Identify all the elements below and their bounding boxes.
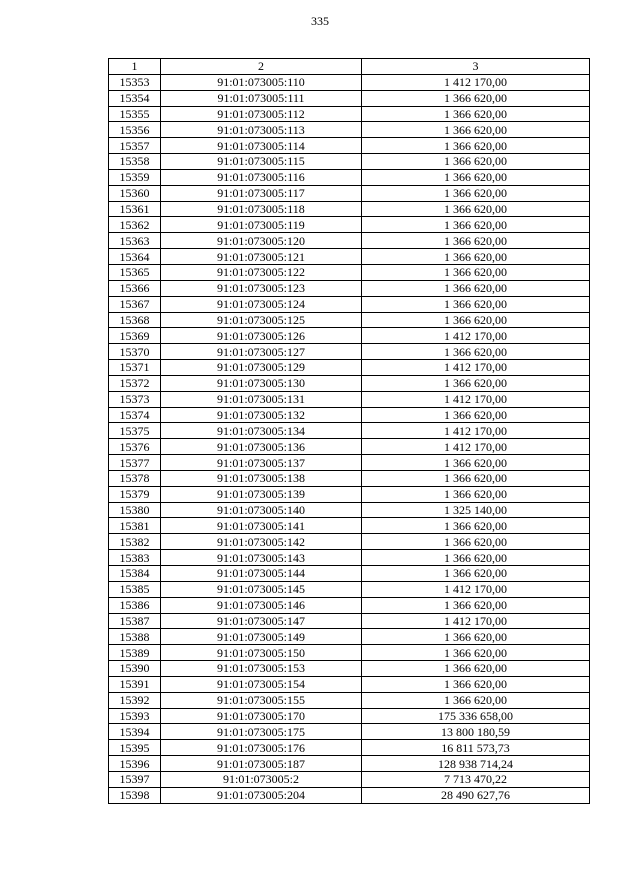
value-cell: 1 366 620,00	[362, 518, 590, 534]
cadastral-number-cell: 91:01:073005:150	[161, 645, 362, 661]
cadastral-number-cell: 91:01:073005:142	[161, 534, 362, 550]
row-number-cell: 15365	[109, 264, 161, 280]
row-number-cell: 15380	[109, 502, 161, 518]
value-cell: 1 366 620,00	[362, 566, 590, 582]
value-cell: 1 412 170,00	[362, 423, 590, 439]
row-number-cell: 15377	[109, 455, 161, 471]
cadastral-number-cell: 91:01:073005:126	[161, 328, 362, 344]
cadastral-number-cell: 91:01:073005:143	[161, 550, 362, 566]
table-row	[109, 249, 590, 265]
table-row	[109, 233, 590, 249]
value-cell: 16 811 573,73	[362, 740, 590, 756]
table-row	[109, 566, 590, 582]
cadastral-number-cell: 91:01:073005:187	[161, 756, 362, 772]
table-row	[109, 122, 590, 138]
row-number-cell: 15357	[109, 138, 161, 154]
row-number-cell: 15382	[109, 534, 161, 550]
row-number-cell: 15371	[109, 360, 161, 376]
cadastral-number-cell: 91:01:073005:138	[161, 470, 362, 486]
table-row	[109, 470, 590, 486]
table-row	[109, 502, 590, 518]
table-row	[109, 217, 590, 233]
row-number-cell: 15395	[109, 740, 161, 756]
table-row	[109, 550, 590, 566]
row-number-cell: 15378	[109, 470, 161, 486]
row-number-cell: 15394	[109, 724, 161, 740]
row-number-cell: 15363	[109, 233, 161, 249]
cadastral-number-cell: 91:01:073005:130	[161, 375, 362, 391]
value-cell: 1 366 620,00	[362, 185, 590, 201]
row-number-cell: 15359	[109, 169, 161, 185]
value-cell: 1 366 620,00	[362, 249, 590, 265]
table-row	[109, 138, 590, 154]
table-row	[109, 185, 590, 201]
row-number-cell: 15354	[109, 90, 161, 106]
cadastral-number-cell: 91:01:073005:129	[161, 360, 362, 376]
value-cell: 1 366 620,00	[362, 169, 590, 185]
cadastral-number-cell: 91:01:073005:136	[161, 439, 362, 455]
row-number-cell: 15392	[109, 692, 161, 708]
cadastral-number-cell: 91:01:073005:112	[161, 106, 362, 122]
table-row	[109, 518, 590, 534]
row-number-cell: 15370	[109, 344, 161, 360]
table-row	[109, 756, 590, 772]
cadastral-number-cell: 91:01:073005:116	[161, 169, 362, 185]
row-number-cell: 15369	[109, 328, 161, 344]
value-cell: 1 366 620,00	[362, 550, 590, 566]
row-number-cell: 15376	[109, 439, 161, 455]
value-cell: 1 366 620,00	[362, 201, 590, 217]
value-cell: 1 366 620,00	[362, 486, 590, 502]
table-header-row	[109, 59, 590, 75]
table-row	[109, 344, 590, 360]
value-cell: 7 713 470,22	[362, 771, 590, 787]
row-number-cell: 15387	[109, 613, 161, 629]
value-cell: 1 412 170,00	[362, 360, 590, 376]
cadastral-number-cell: 91:01:073005:114	[161, 138, 362, 154]
table-row	[109, 724, 590, 740]
cadastral-number-cell: 91:01:073005:155	[161, 692, 362, 708]
cadastral-number-cell: 91:01:073005:132	[161, 407, 362, 423]
cadastral-number-cell: 91:01:073005:110	[161, 74, 362, 90]
value-cell: 128 938 714,24	[362, 756, 590, 772]
cadastral-number-cell: 91:01:073005:137	[161, 455, 362, 471]
value-cell: 175 336 658,00	[362, 708, 590, 724]
row-number-cell: 15364	[109, 249, 161, 265]
value-cell: 1 412 170,00	[362, 328, 590, 344]
table-row	[109, 613, 590, 629]
value-cell: 1 366 620,00	[362, 676, 590, 692]
value-cell: 1 366 620,00	[362, 375, 590, 391]
cadastral-number-cell: 91:01:073005:153	[161, 661, 362, 677]
value-cell: 1 366 620,00	[362, 264, 590, 280]
table-row	[109, 407, 590, 423]
cadastral-number-cell: 91:01:073005:154	[161, 676, 362, 692]
value-cell: 1 366 620,00	[362, 534, 590, 550]
cadastral-number-cell: 91:01:073005:176	[161, 740, 362, 756]
value-cell: 1 366 620,00	[362, 597, 590, 613]
row-number-cell: 15367	[109, 296, 161, 312]
table-row	[109, 106, 590, 122]
table-row	[109, 676, 590, 692]
row-number-cell: 15383	[109, 550, 161, 566]
table-row	[109, 534, 590, 550]
cadastral-number-cell: 91:01:073005:131	[161, 391, 362, 407]
row-number-cell: 15396	[109, 756, 161, 772]
cadastral-number-cell: 91:01:073005:144	[161, 566, 362, 582]
cadastral-number-cell: 91:01:073005:141	[161, 518, 362, 534]
value-cell: 1 412 170,00	[362, 74, 590, 90]
table-row	[109, 280, 590, 296]
table-row	[109, 708, 590, 724]
cadastral-number-cell: 91:01:073005:118	[161, 201, 362, 217]
value-cell: 1 366 620,00	[362, 312, 590, 328]
column-header-3: 3	[362, 59, 590, 75]
cadastral-number-cell: 91:01:073005:170	[161, 708, 362, 724]
value-cell: 1 325 140,00	[362, 502, 590, 518]
cadastral-number-cell: 91:01:073005:145	[161, 581, 362, 597]
cadastral-number-cell: 91:01:073005:127	[161, 344, 362, 360]
row-number-cell: 15372	[109, 375, 161, 391]
table-body	[109, 74, 590, 803]
cadastral-number-cell: 91:01:073005:115	[161, 154, 362, 170]
row-number-cell: 15397	[109, 771, 161, 787]
value-cell: 1 366 620,00	[362, 280, 590, 296]
table-row	[109, 74, 590, 90]
cadastral-number-cell: 91:01:073005:119	[161, 217, 362, 233]
value-cell: 1 366 620,00	[362, 692, 590, 708]
value-cell: 1 366 620,00	[362, 90, 590, 106]
row-number-cell: 15388	[109, 629, 161, 645]
table-row	[109, 296, 590, 312]
value-cell: 1 412 170,00	[362, 439, 590, 455]
cadastral-number-cell: 91:01:073005:120	[161, 233, 362, 249]
table-row	[109, 423, 590, 439]
table-row	[109, 455, 590, 471]
cadastral-number-cell: 91:01:073005:146	[161, 597, 362, 613]
row-number-cell: 15379	[109, 486, 161, 502]
value-cell: 1 366 620,00	[362, 138, 590, 154]
value-cell: 28 490 627,76	[362, 787, 590, 803]
cadastral-number-cell: 91:01:073005:121	[161, 249, 362, 265]
cadastral-number-cell: 91:01:073005:2	[161, 771, 362, 787]
column-header-2: 2	[161, 59, 362, 75]
value-cell: 1 366 620,00	[362, 470, 590, 486]
value-cell: 1 366 620,00	[362, 122, 590, 138]
row-number-cell: 15385	[109, 581, 161, 597]
table-row	[109, 787, 590, 803]
row-number-cell: 15389	[109, 645, 161, 661]
value-cell: 1 412 170,00	[362, 391, 590, 407]
table-row	[109, 264, 590, 280]
cadastral-number-cell: 91:01:073005:134	[161, 423, 362, 439]
table-row	[109, 360, 590, 376]
value-cell: 1 412 170,00	[362, 613, 590, 629]
row-number-cell: 15386	[109, 597, 161, 613]
table-row	[109, 201, 590, 217]
table-row	[109, 629, 590, 645]
table-row	[109, 581, 590, 597]
table-row	[109, 661, 590, 677]
row-number-cell: 15356	[109, 122, 161, 138]
table-row	[109, 692, 590, 708]
table-row	[109, 597, 590, 613]
value-cell: 1 366 620,00	[362, 217, 590, 233]
value-cell: 1 366 620,00	[362, 455, 590, 471]
row-number-cell: 15374	[109, 407, 161, 423]
cadastral-number-cell: 91:01:073005:123	[161, 280, 362, 296]
cadastral-number-cell: 91:01:073005:140	[161, 502, 362, 518]
column-header-1: 1	[109, 59, 161, 75]
value-cell: 1 366 620,00	[362, 344, 590, 360]
cadastral-number-cell: 91:01:073005:149	[161, 629, 362, 645]
table-row	[109, 154, 590, 170]
value-cell: 13 800 180,59	[362, 724, 590, 740]
row-number-cell: 15366	[109, 280, 161, 296]
table-row	[109, 90, 590, 106]
cadastral-number-cell: 91:01:073005:139	[161, 486, 362, 502]
row-number-cell: 15360	[109, 185, 161, 201]
cadastral-number-cell: 91:01:073005:204	[161, 787, 362, 803]
table-row	[109, 169, 590, 185]
value-cell: 1 366 620,00	[362, 296, 590, 312]
cadastral-number-cell: 91:01:073005:122	[161, 264, 362, 280]
row-number-cell: 15384	[109, 566, 161, 582]
row-number-cell: 15373	[109, 391, 161, 407]
page-number: 335	[311, 14, 329, 28]
row-number-cell: 15353	[109, 74, 161, 90]
row-number-cell: 15381	[109, 518, 161, 534]
row-number-cell: 15393	[109, 708, 161, 724]
row-number-cell: 15390	[109, 661, 161, 677]
table-row	[109, 328, 590, 344]
table-row	[109, 375, 590, 391]
value-cell: 1 366 620,00	[362, 154, 590, 170]
value-cell: 1 366 620,00	[362, 629, 590, 645]
table-row	[109, 391, 590, 407]
cadastral-number-cell: 91:01:073005:125	[161, 312, 362, 328]
value-cell: 1 412 170,00	[362, 581, 590, 597]
value-cell: 1 366 620,00	[362, 106, 590, 122]
table-row	[109, 312, 590, 328]
table-row	[109, 740, 590, 756]
row-number-cell: 15375	[109, 423, 161, 439]
table-row	[109, 486, 590, 502]
table-row	[109, 771, 590, 787]
cadastral-number-cell: 91:01:073005:147	[161, 613, 362, 629]
row-number-cell: 15361	[109, 201, 161, 217]
cadastral-number-cell: 91:01:073005:117	[161, 185, 362, 201]
value-cell: 1 366 620,00	[362, 661, 590, 677]
row-number-cell: 15355	[109, 106, 161, 122]
row-number-cell: 15368	[109, 312, 161, 328]
table-row	[109, 439, 590, 455]
value-cell: 1 366 620,00	[362, 645, 590, 661]
table-row	[109, 645, 590, 661]
row-number-cell: 15391	[109, 676, 161, 692]
value-cell: 1 366 620,00	[362, 233, 590, 249]
value-cell: 1 366 620,00	[362, 407, 590, 423]
cadastral-number-cell: 91:01:073005:124	[161, 296, 362, 312]
row-number-cell: 15398	[109, 787, 161, 803]
cadastral-number-cell: 91:01:073005:111	[161, 90, 362, 106]
row-number-cell: 15362	[109, 217, 161, 233]
cadastral-number-cell: 91:01:073005:113	[161, 122, 362, 138]
cadastral-number-cell: 91:01:073005:175	[161, 724, 362, 740]
registry-table	[108, 58, 590, 804]
row-number-cell: 15358	[109, 154, 161, 170]
